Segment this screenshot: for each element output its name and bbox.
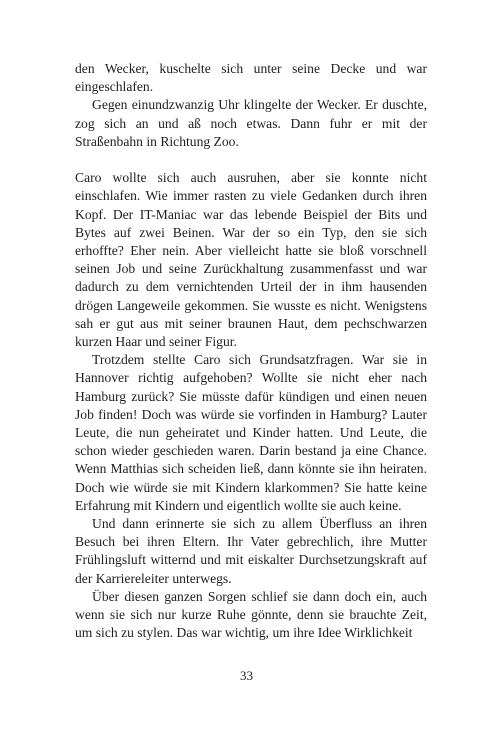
section-break (75, 151, 427, 169)
paragraph: Und dann erinnerte sie sich zu allem Überfluss an ihren Besuch bei ihren Eltern. Ihr Vater gebrechlich, ihre Mutter Frühlingsluft witternd und mit eiskalter Durchsetzungskraft auf der Karriereleiter unterwegs. (75, 516, 427, 586)
paragraph: Über diesen ganzen Sorgen schlief sie dann doch ein, auch wenn sie sich nur kurze Ruhe gönnte, denn sie brauchte Zeit, um sich zu stylen. Das war wichtig, um ihre Idee Wirklichkeit (75, 588, 427, 641)
paragraph: Gegen einundzwanzig Uhr klingelte der Wecker. Er duschte, zog sich an und aß noch etwas. Dann fuhr er mit der Straßenbahn in Richtung Zoo. (75, 97, 427, 149)
paragraph: Trotzdem stellte Caro sich Grundsatzfragen. War sie in Hannover richtig aufgehoben? Wollte sie nicht eher nach Hamburg zurück? Sie müsste dafür kündigen und einen neuen Job finden! Doch was würde sie vorfinden in Hamburg? Lauter Leute, die nun geheiratet und Kinder hatten. Und Leute, die schon wieder geschieden waren. Darin bestand ja eine Chance. Wenn Matthias sich scheiden ließ, dann könnte sie ihn heiraten. Doch wie würde sie mit Kindern klarkommen? Sie hatte keine Erfahrung mit Kindern und eigentlich wollte sie auch keine. (75, 352, 427, 513)
paragraph: den Wecker, kuschelte sich unter seine Decke und war eingeschlafen. (75, 61, 427, 95)
page-text (75, 60, 427, 642)
page-number: 33 (240, 668, 253, 683)
paragraph: Caro wollte sich auch ausruhen, aber sie konnte nicht einschlafen. Wie immer rasten zu viele Gedanken durch ihren Kopf. Der IT-Maniac war das lebende Beispiel der Bits und Bytes auf zwei Beinen. War der so ein Typ, den sie sich erhoffte? Eher nein. Aber vielleicht hatte sie bloß vorschnell seinen Job und seine Zurückhaltung zusammenfasst und war dadurch zu dem vernichtenden Urteil der in ihm hausenden drögen Langeweile gekommen. Sie wusste es nicht. Wenigstens sah er gut aus mit seiner braunen Haut, dem pechschwarzen kurzen Haar und seiner Figur. (75, 170, 427, 350)
